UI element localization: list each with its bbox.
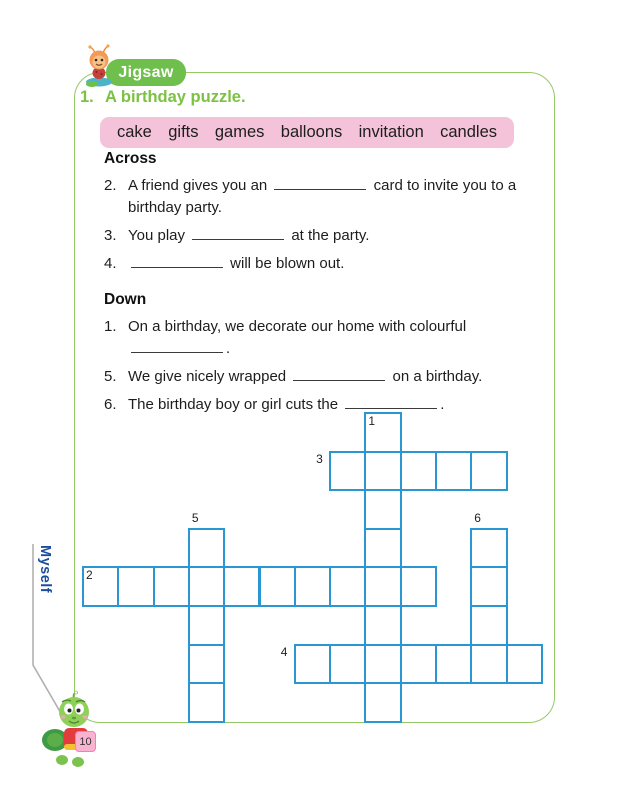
- crossword-cell[interactable]: [364, 489, 401, 530]
- clue-number: 4.: [104, 255, 117, 272]
- clue-text: A friend gives you an card to invite you to a birthday party.: [128, 177, 517, 216]
- clue-text: will be blown out.: [128, 253, 556, 275]
- word-bank-word: candles: [440, 123, 497, 141]
- crossword-cell[interactable]: [329, 566, 366, 607]
- crossword-cell[interactable]: [117, 566, 154, 607]
- clue-row: [104, 253, 556, 275]
- crossword-clue-number: 4: [280, 644, 288, 659]
- crossword-cell[interactable]: [470, 605, 507, 646]
- answer-blank[interactable]: [131, 255, 223, 268]
- crossword-cell[interactable]: [364, 451, 401, 492]
- answer-blank[interactable]: [274, 177, 366, 190]
- clue-row: [104, 175, 556, 219]
- crossword-cell[interactable]: [400, 566, 437, 607]
- crossword-cell[interactable]: [294, 566, 331, 607]
- across-heading: Across: [104, 150, 157, 167]
- clue-row: [104, 366, 556, 388]
- crossword-cell[interactable]: [188, 605, 225, 646]
- crossword-clue-number: 1: [368, 414, 376, 428]
- crossword-cell[interactable]: [188, 682, 225, 723]
- down-clues: [104, 316, 556, 416]
- clue-number: 3.: [104, 227, 117, 244]
- section-badge: Jigsaw: [106, 59, 186, 86]
- clue-number: 6.: [104, 396, 117, 413]
- crossword-cell[interactable]: [364, 644, 401, 685]
- crossword-cell[interactable]: [470, 451, 507, 492]
- crossword-cell[interactable]: [364, 566, 401, 607]
- unit-label: Myself: [37, 545, 53, 594]
- clue-row: [104, 316, 556, 360]
- crossword-cell[interactable]: [435, 644, 472, 685]
- word-bank-word: invitation: [358, 123, 424, 141]
- exercise-number: 1.: [80, 88, 94, 106]
- crossword-cell[interactable]: [506, 644, 543, 685]
- crossword-clue-number: 2: [86, 568, 93, 583]
- crossword-grid: [82, 412, 587, 732]
- answer-blank[interactable]: [293, 368, 385, 381]
- crossword-clue-number: 6: [474, 510, 481, 525]
- word-bank: [100, 117, 514, 148]
- across-clues: [104, 175, 556, 275]
- word-bank-word: balloons: [280, 123, 343, 141]
- word-bank-word: games: [214, 123, 265, 141]
- clue-text: You play at the party.: [128, 227, 370, 244]
- crossword-cell[interactable]: [364, 528, 401, 569]
- clue-text: On a birthday, we decorate our home with colourful .: [128, 318, 467, 357]
- crossword-cell[interactable]: [188, 644, 225, 685]
- crossword-cell[interactable]: [329, 451, 366, 492]
- crossword-cell[interactable]: [188, 528, 225, 569]
- crossword-cell[interactable]: [294, 644, 331, 685]
- clue-row: [104, 225, 556, 247]
- clue-number: 2.: [104, 177, 117, 194]
- clue-text: We give nicely wrapped on a birthday.: [128, 368, 483, 385]
- page-number-badge: 10: [75, 731, 96, 752]
- answer-blank[interactable]: [192, 227, 284, 240]
- crossword-cell[interactable]: [364, 605, 401, 646]
- answer-blank[interactable]: [345, 396, 437, 409]
- crossword-cell[interactable]: [223, 566, 260, 607]
- crossword-cell[interactable]: [470, 528, 507, 569]
- bug-mascot-icon: [82, 44, 118, 90]
- crossword-cell[interactable]: [435, 451, 472, 492]
- clue-number: 1.: [104, 318, 117, 335]
- exercise-title-text: A birthday puzzle.: [105, 88, 246, 106]
- down-heading: Down: [104, 291, 147, 308]
- crossword-cell[interactable]: [400, 451, 437, 492]
- crossword-cell[interactable]: [470, 566, 507, 607]
- crossword-clue-number: 5: [191, 510, 199, 525]
- crossword-cell[interactable]: [188, 566, 225, 607]
- clue-number: 5.: [104, 368, 117, 385]
- crossword-cell[interactable]: [400, 644, 437, 685]
- answer-blank[interactable]: [131, 340, 223, 353]
- crossword-clue-number: 3: [316, 451, 323, 466]
- crossword-cell[interactable]: [470, 644, 507, 685]
- crossword-cell[interactable]: [153, 566, 190, 607]
- clue-text: The birthday boy or girl cuts the .: [128, 396, 445, 413]
- crossword-cell[interactable]: [259, 566, 296, 607]
- word-bank-word: gifts: [168, 123, 199, 141]
- clues-panel: [104, 150, 556, 422]
- crossword-cell[interactable]: [364, 682, 401, 723]
- crossword-cell[interactable]: [329, 644, 366, 685]
- turtle-mascot-icon: [38, 690, 106, 768]
- exercise-title: [80, 88, 246, 107]
- word-bank-word: cake: [117, 123, 152, 141]
